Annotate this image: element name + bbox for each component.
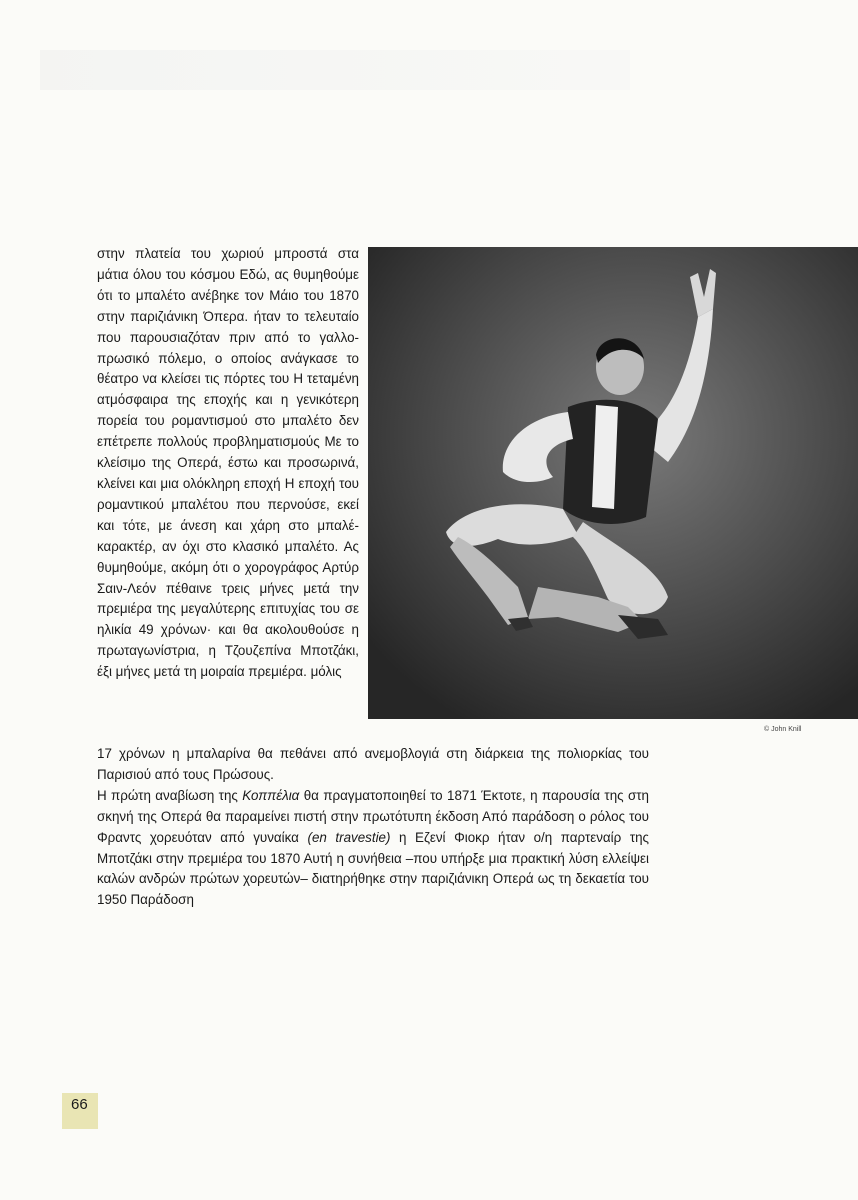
italic-title: Κοππέλια (242, 787, 300, 803)
italic-term: (en travestie) (307, 829, 391, 845)
faint-header-band (40, 50, 630, 90)
dancer-photo (368, 247, 858, 719)
continuation-paragraph: 17 χρόνων η μπαλαρίνα θα πεθάνει από ανεμοβλογιά στη διάρκεια της πολιορκίας του Παρισιού από τους Πρώσους. (97, 746, 649, 782)
second-paragraph (97, 786, 649, 911)
text-span: η Εζενί Φιοκρ ήταν ο/η παρτεναίρ της Μποτζάκι στην πρεμιέρα του 1870 Αυτή η συνήθεια –που υπήρξε μια πρακτική λύση ελλείψει καλών ανδρών πρώτων χορευτών– διατηρήθηκε στην παριζιάνικη Οπερά ως τη δεκαετία του 1950 Παράδοση (97, 829, 650, 908)
photo-credit: © John Knill (764, 726, 802, 733)
article-column (97, 244, 359, 683)
column-paragraph: στην πλατεία του χωριού μπροστά στα μάτια όλου του κόσμου Εδώ, ας θυμηθούμε ότι το μπαλέτο ανέβηκε τον Μάιο του 1870 στην παριζιάνικη Όπερα. ήταν το τελευταίο που παρουσιαζόταν πριν από το γαλλο-πρωσικό πόλεμο, ο οποίος ανάγκασε το θέατρο να κλείσει τις πόρτες του Η τεταμένη ατμόσφαιρα της εποχής και η γενικότερη πορεία του ρομαντισμού στο μπαλέτο δεν επέτρεπε πολλούς προβληματισμούς Με το κλείσιμο της Οπερά, έστω και προσωρινά, κλείνει και μια ολόκληρη εποχή Η εποχή του ρομαντικού μπαλέτου που περνούσε, εκεί και τότε, με άνεση και χάρη στο μπαλέ-καρακτέρ, αν όχι στο κλασικό μπαλέτο. Ας θυμηθούμε, ακόμη ότι ο χορογράφος Αρτύρ Σαιν-Λεόν πέθαινε τρεις μήνες μετά την πρεμιέρα της μεγαλύτερης επιτυχίας του σε ηλικία 49 χρόνων· και θα ακολουθούσε η πρωταγωνίστρια, η Τζουζεπίνα Μποτζάκι, έξι μήνες μετά τη μοιραία πρεμιέρα. μόλις (97, 246, 359, 680)
text-span: θα πραγματοποιηθεί το 1871 Έκτοτε, η παρουσία της στη σκηνή της Οπερά θα παραμείνει πιστή στην πρωτότυπη έκδοση Από παράδοση ο ρόλος του Φραντς χορευόταν από γυναίκα (97, 787, 650, 845)
article-continuation (97, 744, 649, 911)
page-number: 66 (62, 1093, 98, 1129)
text-span: Η πρώτη αναβίωση της (97, 787, 243, 803)
